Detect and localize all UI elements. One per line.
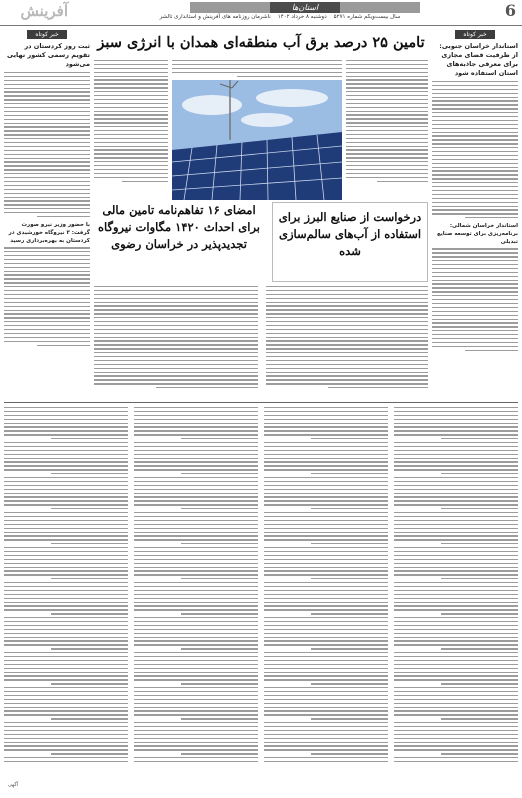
story-renewable-plants (94, 202, 264, 282)
left-column-text-2 (4, 247, 90, 346)
story-renewable-plants-headline: امضای ۱۶ تفاهم‌نامه تامین مالی برای احداث ۱۴۲۰ مگاوات نیروگاه تجدیدپذیر در خراسان رضوی (97, 203, 260, 251)
newspaper-logo: آفرینش (20, 2, 68, 20)
notice-column-2 (264, 407, 388, 787)
solar-panels-illustration (172, 80, 342, 200)
notice-column-4 (4, 407, 128, 787)
right-column-text-2 (432, 248, 518, 350)
right-column-title: استاندار خراسان جنوبی: از ظرفیت فضای مجازی برای معرفی جاذبه‌های استان استفاده شود (439, 42, 518, 77)
section-label: استان‌ها (270, 2, 340, 13)
publisher-line: ناشرمان روزنامه های آفرینش و استانداری تالشر (159, 14, 271, 20)
masthead-center (70, 2, 452, 24)
lead-headline: تامین ۲۵ درصد برق آب منطقه‌ای همدان با انرژی سبز (97, 34, 425, 51)
story-alborz-water (272, 202, 428, 282)
left-column-subtitle: با حضور وزیر نیرو صورت گرفت: ۳ نیروگاه خورشیدی در کردستان به بهره‌برداری رسید (8, 222, 90, 245)
main-stories (94, 30, 428, 398)
masthead (0, 0, 522, 26)
notice-column-1 (394, 407, 518, 787)
left-column-label: خبر کوتاه (27, 30, 67, 39)
notice-footer: آگهی (8, 782, 19, 788)
page-number: 6 (504, 1, 516, 20)
lead-story-text-top (172, 60, 342, 79)
issue-date-line (130, 14, 430, 20)
issue-date: دوشنبه ۸ خرداد ۱۴۰۲ (277, 14, 327, 20)
left-column (4, 30, 90, 398)
right-column-subtitle: استاندار خراسان شمالی: برنامه‌ریزی برای توسعه صنایع تبدیلی (436, 223, 518, 246)
solar-panels-photo (172, 80, 342, 200)
story-renewable-plants-text (94, 286, 258, 391)
right-column-text (432, 81, 518, 218)
left-column-text (4, 72, 90, 217)
story-alborz-water-headline: درخواست از صنایع البرز برای استفاده از آب‌های سالم‌سازی شده (278, 210, 422, 258)
right-column (432, 30, 518, 398)
lead-story-text-1 (346, 60, 428, 185)
right-column-label: خبر کوتاه (455, 30, 495, 39)
legal-notices-section (4, 402, 518, 792)
left-column-title: ثبت روز کردستان در تقویم رسمی کشور نهایی می‌شود (7, 42, 90, 68)
lead-story-text-3 (94, 60, 168, 185)
issue-number: سال بیست‌ویکم شماره ۵۲۷۱ (333, 14, 401, 20)
story-alborz-water-text (266, 286, 428, 391)
notice-column-3 (134, 407, 258, 787)
